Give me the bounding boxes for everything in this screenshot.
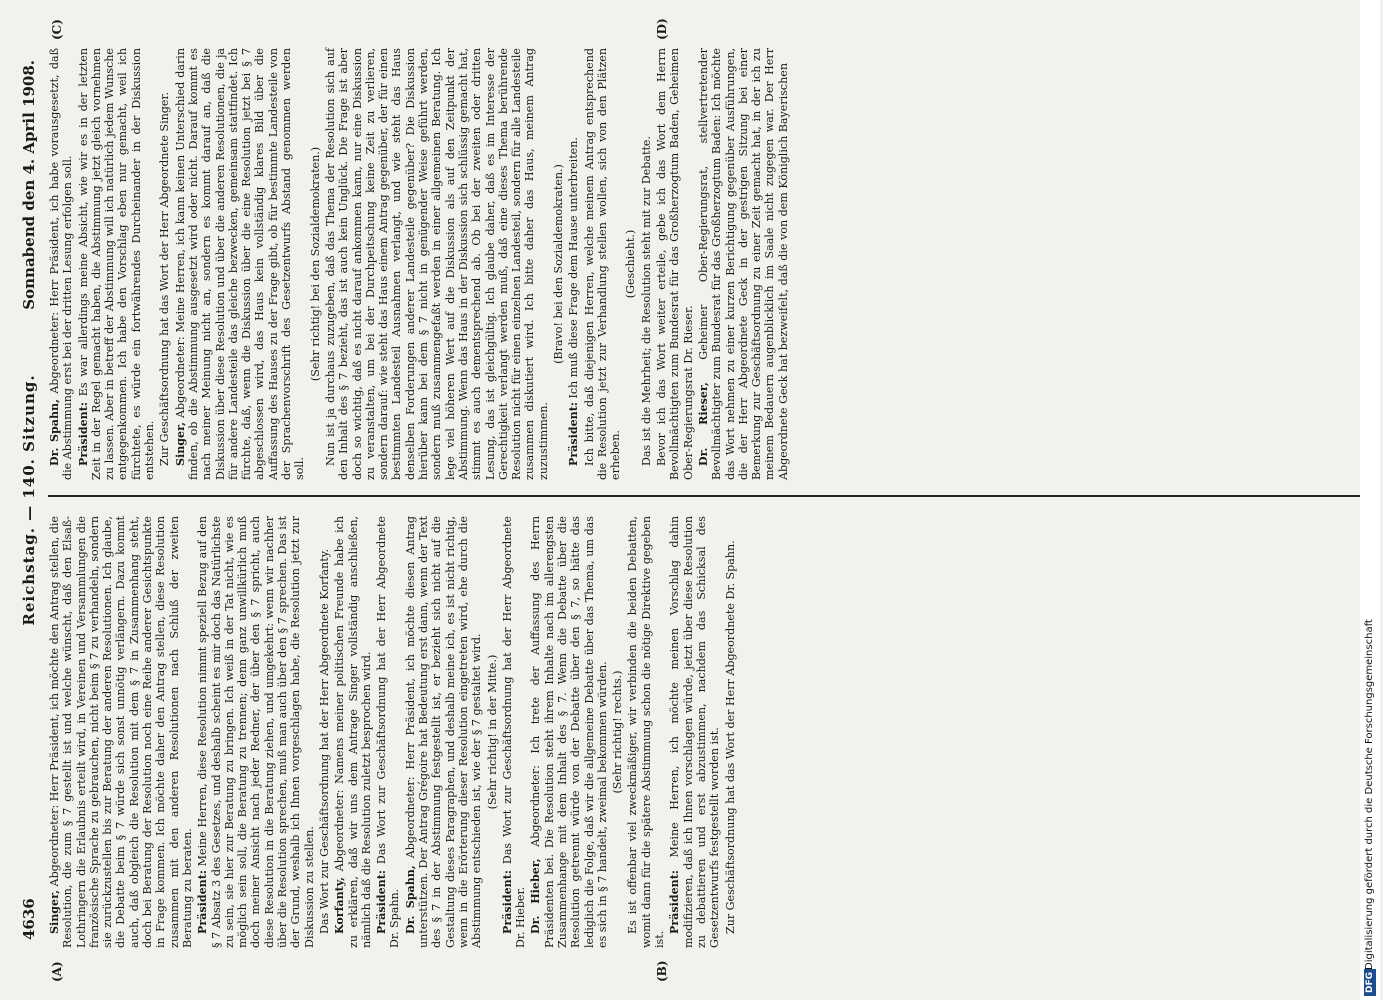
paragraph (333, 516, 373, 948)
paragraph (375, 516, 402, 948)
margin-marker-d: (D) (655, 18, 669, 40)
paragraph (501, 516, 528, 948)
left-text-column (48, 516, 739, 948)
margin-marker-b: (B) (655, 960, 669, 982)
speaker-name: Singer, (48, 889, 61, 934)
interjection: (Sehr richtig! rechts.) (611, 670, 625, 794)
speech-text: Meine Herren, diese Resolution nimmt speziell Bezug auf den § 7 Absatz 3 des Gesetzes, und deshalb scheint es mir doch das Natürlichste zu sein, sie hier zur Beratung zu bringen. Ich weiß in der Tat nicht, wie es möglich sein soll, die Beratung zu trennen; denn ganz unwillkürlich muß doch meiner Ansicht nach jeder Redner, der über den § 7 spricht, auch diese Resolution in die Beratung ziehen, und umgekehrt: wenn wir nachher über die Resolution sprechen, muß man auch über den § 7 sprechen. Das ist der Grund, weshalb ich Ihnen vorgeschlagen habe, die Resolution jetzt zur Diskussion zu stellen. (196, 516, 316, 948)
footer-credit (1360, 0, 1380, 1000)
speech-text: Zur Geschäftsordnung hat das Wort der Herr Abgeordnete Dr. Spahn. (723, 540, 737, 934)
paragraph (567, 48, 580, 480)
interjection: (Geschieht.) (624, 229, 638, 299)
speaker-name: Präsident: (375, 870, 389, 934)
page-title: Reichstag. — 140. Sitzung. (20, 374, 38, 626)
speech-text: Das Wort zur Geschäftsordnung hat der Herr Abgeordnete Korfanty. (317, 548, 331, 934)
page-header (16, 60, 42, 940)
speech-text: Ich muß diese Frage dem Hause unterbreiten. (567, 137, 581, 403)
speech-text: Abgeordneter: Namens meiner politischen Freunde habe ich zu erklären, daß wir uns dem Antrage Singer vollständig anschließen, nämlich daß die Resolution zuletzt besprochen wird. (333, 516, 373, 948)
margin-marker-c: (C) (50, 19, 64, 40)
speech-text: Es war allerdings meine Absicht, wie wir es in der letzten Zeit in der Regel gemacht haben, die Abstimmung jetzt gleich vornehmen zu lassen. Aber in betreff der Abstimmung will ich natürlich jedem Wunsche entgegenkommen. Ich habe den Vorschlag eben nur gemacht, weil ich fürchtete, es würde ein fortwährendes Durcheinander in der Diskussion entstehen. (76, 48, 157, 480)
speech-text: Es ist offenbar viel zweckmäßiger, wir verbinden die beiden Debatten, womit dann für die spätere Abstimmung schon die nötige Direktive gegeben ist. (626, 516, 667, 948)
speech-text: Abgeordneter: Meine Herren, ich kann keinen Unterschied darin finden, ob die Abstimmung ausgesetzt wird oder nicht. Darauf kommt es nach meiner Meinung nicht an, sondern es kommt darauf an, daß die Diskussion über diese Resolution und über die anderen Resolutionen, die ja für andere Landesteile das gleiche bezwecken, gemeinsam stattfindet. Ich fürchte, daß, wenn die Diskussion über die eine Resolution jetzt bei § 7 abgeschlossen wird, das Haus kein vollständig klares Bild über die Auffassung des Hauses zu der Frage gibt, ob für bestimmte Landesteile von der Sprachenvorschrift des Gesetzentwurfs Abstand genommen werden soll. (173, 48, 307, 480)
speech-text: Ich bitte, daß diejenigen Herren, welche meinem Antrag entsprechend die Resolution jetzt zur Verhandlung stellen wollen, sich von den Plätzen erheben. (582, 48, 623, 480)
paragraph (583, 48, 623, 480)
margin-marker-a: (A) (50, 961, 64, 982)
speaker-name: Präsident: (500, 870, 514, 934)
speech-text: Abgeordneter: Herr Präsident, ich möchte diesen Antrag unterstützen. Der Antrag Grégoire hat Bedeutung erst dann, wenn der Text des § 7 in der Abstimmung festgestellt ist, er bezieht sich nicht auf die Gestaltung dieses Paragraphen, und deshalb meine ich, es ist nicht richtig, wenn in die Erörterung dieser Resolution eingetreten wird, ehe durch die Abstimmung entschieden ist, wie der § 7 gestaltet wird. (403, 515, 484, 948)
page-number: 4636 (20, 898, 38, 940)
speech-text: Das Wort zur Geschäftsordnung hat der Herr Abgeordnete Dr. Hieber. (500, 516, 528, 948)
paragraph (486, 516, 499, 948)
paragraph (318, 516, 331, 948)
paragraph (724, 516, 737, 948)
speaker-name: Präsident: (196, 870, 210, 934)
speech-text: Geheimer Ober-Regierungsrat, stellvertretender Bevollmächtigter zum Bundesrat für das Großherzogtum Baden: Ich möchte das Wort nehmen zu einer kurzen Berichtigung gegenüber Ausführungen, die der Herr Abgeordnete Geck in der gestrigen Sitzung bei einer Bemerkung zur Geschäftsordnung zu einer Zeit gemacht hat, in der ich zu meinem Bedauern augenblicklich im Saale nicht zugegen war. Der Herr Abgeordnete Geck hat bezweifelt, daß die von dem Königlich Bayerischen (696, 48, 790, 480)
speech-text: Nun ist ja durchaus zuzugeben, daß das Thema der Resolution sich auf den Inhalt des § 7 bezieht, das ist auch kein Unglück. Die Frage ist aber doch so wichtig, daß es nicht darauf ankommen kann, nur eine Diskussion zu veranstalten, um bei der Durchpeitschung keine Zeit zu verlieren, sondern darauf: wie steht das Haus einem Antrag gegenüber, der für einen bestimmten Landesteil Ausnahmen verlangt, und wie steht das Haus denselben Forderungen anderer Landesteile gegenüber? Die Diskussion hierüber kann bei dem § 7 nicht in genügender Weise geführt werden, sondern muß zusammengefaßt werden in einer allgemeinen Beratung. Ich lege viel höheren Wert auf die Diskussion als auf den Zeitpunkt der Abstimmung. Wenn das Haus in der Diskussion sich schlüssig gemacht hat, stimmt es auch dementsprechend ab. Ob bei der zweiten oder dritten Lesung, das ist gleichgültig. Ich glaube daher, daß es im Interesse der Gerechtigkeit verlangt werden muß, daß eine dieses Thema berührende Resolution nicht für einen einzelnen Landesteil, sondern für alle Landesteile zusammen diskutiert wird. Ich bitte daher das Haus, meinem Antrag zuzustimmen. (323, 48, 550, 480)
speaker-name: Präsident: (668, 870, 682, 934)
speech-text: Zur Geschäftsordnung hat das Wort der Herr Abgeordnete Singer. (158, 91, 172, 466)
interjection: (Bravo! bei den Sozialdemokraten.) (551, 164, 565, 364)
interjection: (Sehr richtig! in der Mitte.) (485, 654, 499, 810)
paragraph (640, 48, 653, 480)
speech-text: Abgeordneter: Herr Präsident, ich möchte den Antrag stellen, die Resolution, die zum § 7 gestellt ist und welche wünscht, daß den Elsaß-Lothringern die Erlaubnis erteilt wird, in Vereinen und Versammlungen die französische Sprache zu gebrauchen, nicht beim § 7 zu verhandeln, sondern sie zurückzustellen bis zur Beratung der anderen Resolutionen. Ich glaube, die Debatte beim § 7 würde sich sonst unnötig verlängern. Dazu kommt auch, daß obgleich die Resolution mit dem § 7 in Zusammenhang steht, doch bei Beratung der Resolution noch eine Reihe anderer Gesichtspunkte in Frage kommen. Ich möchte daher den Antrag stellen, diese Resolution zusammen mit den anderen Resolutionen nach Schluß der zweiten Beratung zu beraten. (48, 516, 194, 948)
speech-text: Meine Herren, ich möchte meinen Vorschlag dahin modifizieren, daß ich Ihnen vorschlagen würde, jetzt über diese Resolution zu debattieren und erst abzustimmen, nachdem das Schicksal des Gesetzentwurfs festgestellt worden ist. (668, 516, 722, 948)
speaker-name: Dr. Spahn, (403, 865, 417, 934)
paragraph (624, 48, 637, 480)
speaker-name: Dr. Rieser, (696, 382, 710, 466)
session-date: Sonnabend den 4. April 1908. (20, 60, 38, 310)
paragraph (552, 48, 565, 480)
paragraph (158, 48, 171, 480)
paragraph (48, 516, 194, 948)
column-divider (48, 495, 1368, 497)
speaker-name: Dr. Hieber, (529, 858, 543, 934)
paragraph (529, 516, 609, 948)
paragraph (309, 48, 322, 480)
speaker-name: Singer, (173, 421, 187, 466)
speaker-name: Präsident: (76, 402, 90, 466)
paragraph (611, 516, 624, 948)
paragraph (48, 48, 75, 480)
dfg-logo: DFG (1364, 969, 1376, 996)
speech-text: Abgeordneter: Herr Präsident, ich habe vorausgesetzt, daß die Abstimmung erst bei der dritten Lesung erfolgen soll. (48, 48, 75, 480)
paragraph (697, 48, 790, 480)
speech-text: Bevor ich das Wort weiter erteile, gebe ich das Wort dem Herrn Bevollmächtigten zum Bundesrat für das Großherzogtum Baden, Geheimen Ober-Regierungsrat Dr. Rieser. (655, 48, 695, 480)
paragraph (174, 48, 307, 480)
funding-credit: Digitalisierung gefördert durch die Deutsche Forschungsgemeinschaft (1364, 619, 1375, 970)
paragraph (668, 516, 721, 948)
speaker-name: Dr. Spahn, (48, 399, 61, 466)
paragraph (77, 48, 157, 480)
paragraph (324, 48, 550, 480)
interjection: (Sehr richtig! bei den Sozialdemokraten.) (308, 146, 322, 382)
paragraph (626, 516, 666, 948)
speaker-name: Korfanty, (333, 876, 347, 934)
speaker-name: Präsident: (567, 402, 581, 466)
right-text-column (48, 48, 792, 480)
paragraph (655, 48, 695, 480)
paragraph (196, 516, 316, 948)
paragraph (404, 516, 484, 948)
speech-text: Das Wort zur Geschäftsordnung hat der Herr Abgeordnete Dr. Spahn. (375, 516, 402, 948)
speech-text: Das ist die Mehrheit; die Resolution steht mit zur Debatte. (639, 135, 653, 466)
speech-text: Abgeordneter: Ich trete der Auffassung des Herrn Präsidenten bei. Die Resolution steht ihrem Inhalte nach im allerengsten Zusammenhange mit dem Inhalt des § 7. Wenn die Debatte über die Resolution getrennt würde von der Debatte über den § 7, so hätte das lediglich die Folge, daß wir die allgemeine Debatte über das Thema, um das es sich in § 7 handelt, zweimal bekommen würden. (529, 516, 609, 948)
